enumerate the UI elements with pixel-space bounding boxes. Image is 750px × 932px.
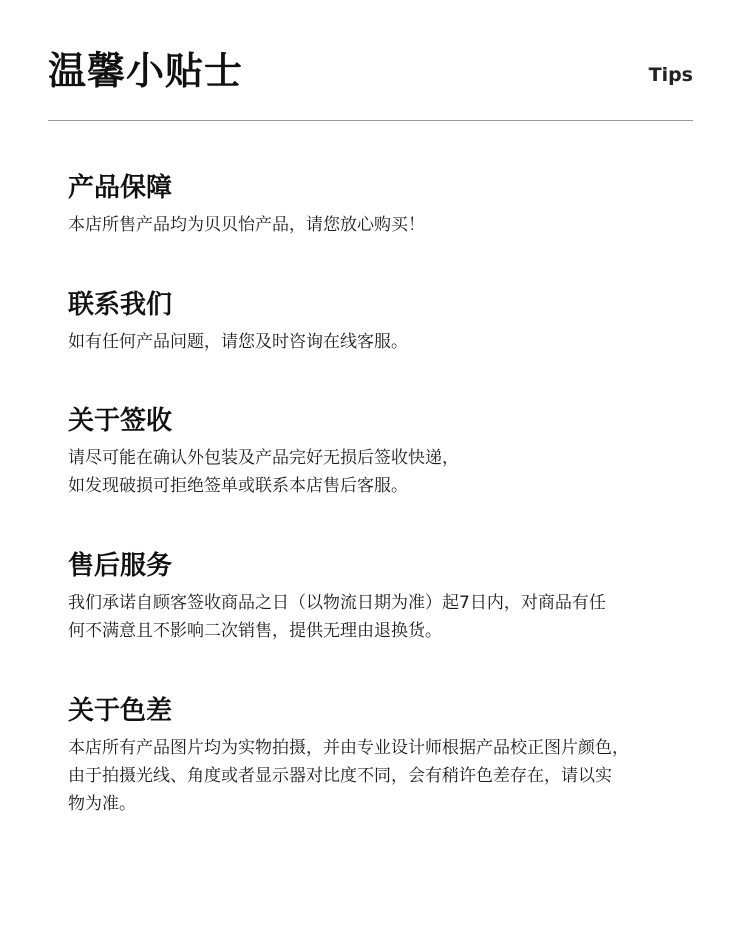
section-body-line: 本店所有产品图片均为实物拍摄，并由专业设计师根据产品校正图片颜色，	[68, 738, 629, 758]
section-body-line: 物为准。	[68, 794, 136, 814]
section-body-line: 何不满意且不影响二次销售，提供无理由退换货。	[68, 621, 442, 641]
page-title: 温馨小贴士	[48, 49, 244, 93]
section-heading: 产品保障	[68, 173, 173, 203]
section-body-line: 由于拍摄光线、角度或者显示器对比度不同，会有稍许色差存在，请以实	[68, 766, 612, 786]
section-contact-us	[68, 288, 708, 356]
section-body-line: 本店所售产品均为贝贝怡产品，请您放心购买！	[68, 215, 425, 235]
section-heading: 关于签收	[68, 406, 173, 436]
section-body	[68, 734, 708, 818]
section-body-line: 如发现破损可拒绝签单或联系本店售后客服。	[68, 476, 408, 496]
section-body	[68, 589, 708, 645]
section-body	[68, 211, 708, 239]
tips-label: Tips	[648, 64, 693, 86]
section-body-line: 我们承诺自顾客签收商品之日（以物流日期为准）起7日内，对商品有任	[68, 593, 606, 613]
section-heading: 关于色差	[68, 696, 173, 726]
section-body-line: 请尽可能在确认外包装及产品完好无损后签收快递，	[68, 448, 459, 468]
section-body	[68, 328, 708, 356]
section-product-guarantee	[68, 171, 708, 239]
section-body	[68, 444, 708, 500]
section-heading: 联系我们	[68, 290, 173, 320]
section-body-line: 如有任何产品问题，请您及时咨询在线客服。	[68, 332, 408, 352]
section-after-sales	[68, 549, 708, 645]
section-delivery-signing	[68, 404, 708, 500]
header-divider	[48, 120, 693, 121]
section-heading: 售后服务	[68, 551, 173, 581]
section-color-difference	[68, 694, 708, 818]
